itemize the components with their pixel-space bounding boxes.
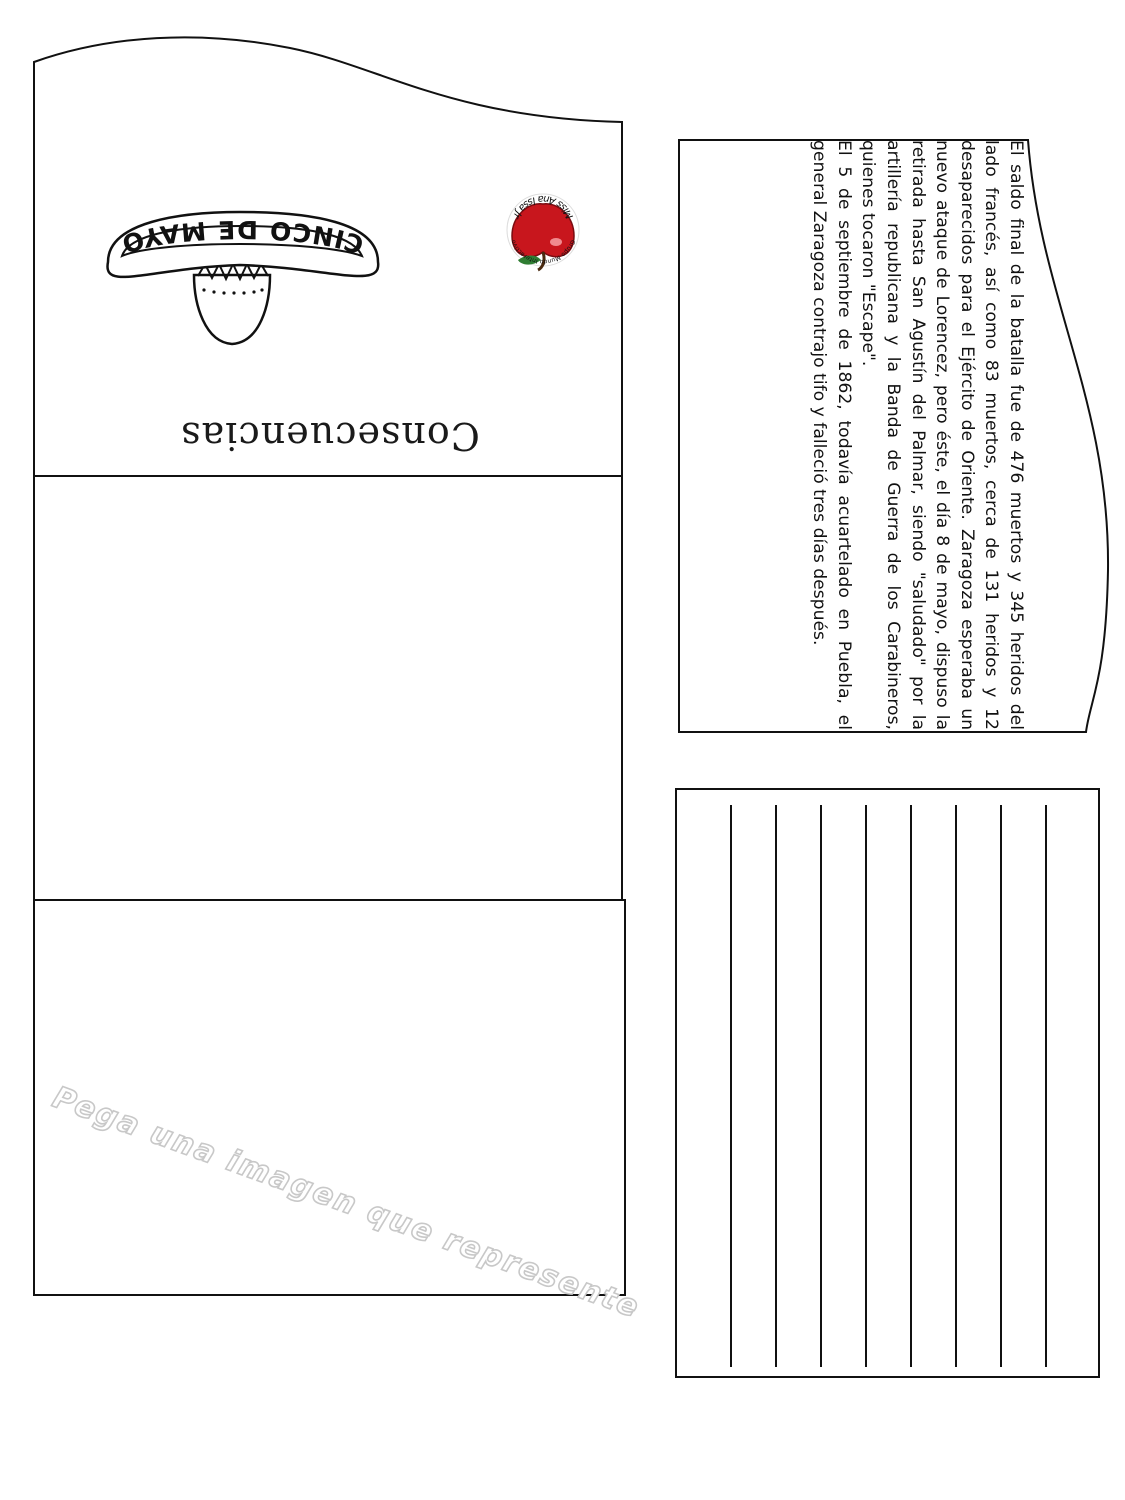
image-paste-panel bbox=[34, 900, 625, 1295]
sombrero-icon bbox=[107, 212, 378, 344]
middle-blank-panel bbox=[34, 476, 622, 900]
logo-arc-bottom-text: Miss Ana Issa Jr bbox=[510, 192, 576, 221]
logo-arc-top-text: Grupo Mundo Interactivo bbox=[509, 238, 577, 266]
writing-lines bbox=[731, 805, 1046, 1367]
apple-logo-icon bbox=[507, 193, 579, 270]
hat-band-label: CINCO DE MAYO bbox=[116, 214, 368, 260]
history-text-card bbox=[678, 140, 1028, 730]
history-paragraph-2: El 5 de septiembre de 1862, todavía acuartelado en Puebla, el general Zaragoza contrajo tifo y falleció tres días después. bbox=[809, 140, 854, 730]
page-title: Consecuencias bbox=[180, 414, 480, 458]
lined-writing-box bbox=[676, 789, 1099, 1377]
history-paragraph-1: El saldo final de la batalla fue de 476 muertos y 345 heridos del lado francés, así como 83 muertos, cerca de 131 heridos y 12 desaparecidos para el Ejército de Oriente. Zaragoza esperaba un nuevo ataque de Lorencez, pero éste, el día 8 de mayo, dispuso la retirada hasta San Agustín del Palmar, siendo "saludado" por la artillería republicana y la Banda de Guerra de los Carabineros, quienes tocaron "Escape". bbox=[858, 140, 1026, 730]
paste-image-watermark: Pega una imagen que represente bbox=[48, 1080, 645, 1326]
